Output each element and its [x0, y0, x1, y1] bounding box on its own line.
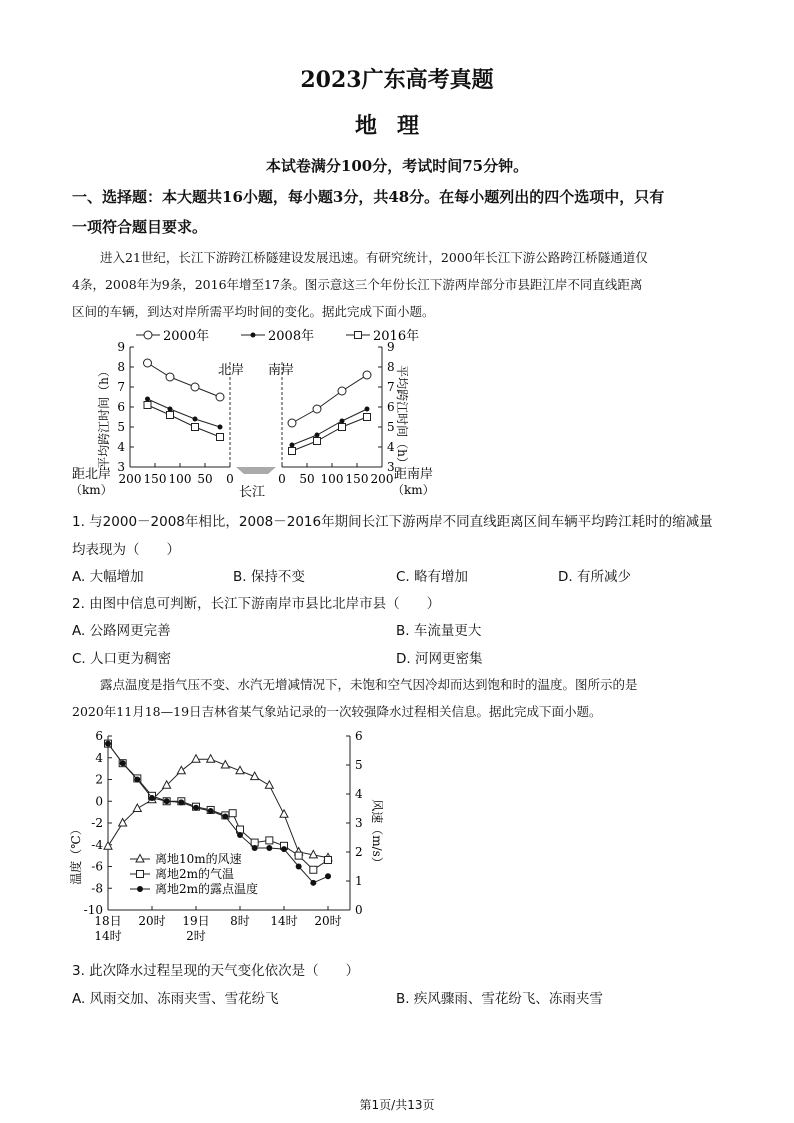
series-line-north-0 — [148, 363, 221, 397]
data-point-dot — [281, 846, 287, 852]
chart2-right-tick-label: 3 — [355, 816, 363, 830]
chart2-x-tick-label: 20时 — [314, 914, 342, 928]
chart-bridge-travel-time — [68, 322, 458, 502]
chart2-x-tick-label: 8时 — [230, 914, 250, 928]
page-title: 2023广东高考真题 — [300, 67, 494, 93]
data-point-dot — [149, 795, 155, 801]
chart1-left-tick-label: 5 — [117, 420, 125, 434]
data-point-dot — [120, 760, 126, 766]
river-shape — [236, 467, 276, 474]
chart2-left-tick-label: 2 — [95, 772, 103, 787]
chart1-right-tick-label: 9 — [387, 340, 395, 354]
chart1-left-tick-label: 6 — [117, 400, 125, 414]
data-point-dot — [134, 777, 140, 783]
data-point-dot — [310, 880, 316, 886]
data-point-square — [192, 424, 199, 431]
data-point-square — [289, 448, 296, 455]
chart1-north-x-tick-label: 0 — [226, 472, 234, 486]
chart1-marks — [144, 359, 372, 455]
q1-option-a[interactable]: A. 大幅增加 — [72, 569, 144, 585]
series-line-north-2 — [148, 405, 221, 437]
q1-option-b[interactable]: B. 保持不变 — [233, 569, 305, 585]
data-point-square — [325, 856, 332, 863]
passage1-line2: 4条，2008年为9条，2016年增至17条。图示意这三个年份长江下游两岸部分市县距江岸不同直线距离 — [72, 277, 643, 292]
data-point-square — [339, 424, 346, 431]
data-point-dot — [296, 864, 302, 870]
legend-label: 离地2m的气温 — [155, 867, 235, 881]
q2-option-b[interactable]: B. 车流量更大 — [396, 623, 482, 639]
chart1-right-tick-label: 7 — [387, 380, 395, 394]
chart2-left-tick-label: -10 — [83, 903, 103, 917]
chart2-x-tick-label: 14时 — [270, 914, 298, 928]
data-point-dot — [365, 407, 370, 412]
chart1-legend — [136, 328, 419, 344]
data-point-circle — [144, 359, 152, 367]
wind-axis-label: 风速（m/s） — [370, 799, 384, 869]
chart1-south-x-tick-label: 200 — [370, 472, 394, 486]
chart1-left-tick-label: 4 — [117, 440, 125, 454]
chart1-south-x-tick-label: 100 — [320, 472, 344, 486]
data-point-dot — [168, 407, 173, 412]
left-km-label: （km） — [70, 483, 113, 497]
chart1-right-tick-label: 3 — [387, 460, 395, 474]
chart1-left-tick-label: 3 — [117, 460, 125, 474]
data-point-square — [364, 414, 371, 421]
data-point-triangle — [265, 781, 273, 789]
left-y-axis-label: 平均跨江时间（h） — [97, 365, 111, 469]
data-point-triangle — [177, 766, 185, 774]
right-y-axis-label: 平均跨江时间（h） — [395, 365, 409, 469]
data-point-circle — [166, 373, 174, 381]
chart2-left-tick-label: -6 — [91, 859, 103, 874]
chart1-south-x-tick-label: 0 — [278, 472, 286, 486]
data-point-square — [310, 866, 317, 873]
data-point-dot — [193, 417, 198, 422]
data-point-circle — [288, 419, 296, 427]
legend-label: 2016年 — [373, 329, 420, 344]
right-distance-label: 距南岸 — [394, 467, 434, 482]
data-point-dot — [105, 741, 111, 747]
series-line-south-0 — [292, 375, 367, 423]
legend-label: 离地10m的风速 — [155, 852, 242, 866]
q2-option-d[interactable]: D. 河网更密集 — [396, 651, 483, 667]
chart2-x-tick-label: 20时 — [138, 914, 166, 928]
subject-title: 地理 — [354, 113, 439, 139]
chart2-right-tick-label: 0 — [355, 903, 363, 917]
data-point-circle — [191, 383, 199, 391]
q1-stem-line2: 均表现为（ ） — [72, 542, 180, 558]
data-point-dot — [178, 799, 184, 805]
chart1-south-x-tick-label: 50 — [299, 472, 315, 486]
chart1-left-tick-label: 8 — [117, 360, 125, 374]
q2-option-a[interactable]: A. 公路网更完善 — [72, 623, 171, 639]
data-point-triangle — [133, 804, 141, 812]
chart2-x-tick-label: 2时 — [186, 929, 206, 943]
data-point-dot — [325, 873, 331, 879]
chart2-left-tick-label: 6 — [95, 729, 103, 743]
chart2-legend — [130, 851, 258, 896]
passage1-line1: 进入21世纪，长江下游跨江桥隧建设发展迅速。有研究统计，2000年长江下游公路跨江桥隧通道仅 — [100, 250, 648, 265]
chart2-left-tick-label: -2 — [91, 816, 103, 830]
data-point-triangle — [192, 755, 200, 763]
legend-label: 2000年 — [163, 329, 210, 344]
q2-option-c[interactable]: C. 人口更为稠密 — [72, 651, 172, 667]
chart2-right-tick-label: 2 — [355, 845, 363, 859]
legend-label: 2008年 — [268, 329, 315, 344]
series-line-south-1 — [292, 409, 367, 445]
legend-marker-triangle — [136, 855, 144, 863]
data-point-dot — [266, 845, 272, 851]
legend-marker-dot — [251, 333, 256, 338]
chart2-left-tick-label: 0 — [95, 794, 103, 809]
data-point-dot — [218, 425, 223, 430]
chart2-x-tick-label: 19日 — [182, 914, 210, 928]
chart1-right-tick-label: 6 — [387, 400, 395, 414]
chart2-right-tick-label: 5 — [355, 758, 363, 772]
legend-marker-square — [355, 332, 362, 339]
temperature-axis-label: 温度（℃） — [69, 823, 83, 885]
series-line-north-1 — [148, 399, 221, 427]
legend-marker-dot — [137, 886, 143, 892]
q3-option-a[interactable]: A. 风雨交加、冻雨夹雪、雪花纷飞 — [72, 991, 279, 1007]
chart2-x-tick-label: 18日 — [94, 914, 122, 928]
passage1-line3: 区间的车辆，到达对岸所需平均时间的变化。据此完成下面小题。 — [72, 304, 435, 319]
chart1-right-tick-label: 4 — [387, 440, 395, 454]
passage2-line2: 2020年11月18—19日吉林省某气象站记录的一次较强降水过程相关信息。据此完成下面小题。 — [72, 704, 602, 719]
legend-marker-square — [137, 871, 144, 878]
chart2-right-tick-label: 4 — [355, 787, 363, 801]
series-line-triangle — [108, 759, 328, 858]
chart-weather-station — [68, 724, 398, 952]
section-heading-line2: 一项符合题目要求。 — [72, 218, 208, 236]
chart1-right-tick-label: 5 — [387, 420, 395, 434]
chart1-north-x-tick-label: 200 — [118, 472, 142, 486]
chart1-left-tick-label: 7 — [117, 380, 125, 394]
data-point-square — [229, 810, 236, 817]
chart2-x-tick-label: 14时 — [94, 929, 122, 943]
data-point-square — [266, 837, 273, 844]
data-point-circle — [363, 371, 371, 379]
legend-marker-circle — [144, 331, 152, 339]
data-point-circle — [338, 387, 346, 395]
data-point-circle — [216, 393, 224, 401]
q1-option-c[interactable]: C. 略有增加 — [396, 569, 469, 585]
data-point-circle — [313, 405, 321, 413]
chart1-left-tick-label: 9 — [117, 340, 125, 354]
exam-info: 本试卷满分100分，考试时间75分钟。 — [265, 157, 529, 175]
chart2-left-tick-label: -8 — [91, 881, 103, 896]
right-km-label: （km） — [392, 483, 435, 497]
passage2-line1: 露点温度是指气压不变、水汽无增减情况下，未饱和空气因冷却而达到饱和时的温度。图所示的是 — [100, 677, 638, 692]
chart1-north-x-tick-label: 100 — [168, 472, 192, 486]
data-point-square — [217, 434, 224, 441]
left-distance-label: 距北岸 — [72, 467, 112, 482]
q1-stem-line1: 1. 与2000－2008年相比，2008－2016年期间长江下游两岸不同直线距离区间车辆平均跨江耗时的缩减量 — [72, 514, 713, 530]
chart1-axes — [117, 340, 395, 486]
data-point-dot — [252, 845, 258, 851]
data-point-dot — [208, 808, 214, 814]
data-point-triangle — [104, 842, 112, 850]
data-point-dot — [290, 443, 295, 448]
data-point-dot — [164, 798, 170, 804]
data-point-dot — [237, 832, 243, 838]
data-point-triangle — [207, 755, 215, 763]
chart1-right-tick-label: 8 — [387, 360, 395, 374]
data-point-triangle — [280, 810, 288, 818]
data-point-dot — [145, 397, 150, 402]
chart1-north-x-tick-label: 150 — [143, 472, 167, 486]
chart1-north-x-tick-label: 50 — [197, 472, 213, 486]
q3-stem: 3. 此次降水过程呈现的天气变化依次是（ ） — [72, 963, 360, 979]
river-label: 长江 — [239, 485, 266, 500]
data-point-dot — [315, 433, 320, 438]
section-heading-line1: 一、选择题：本大题共16小题，每小题3分，共48分。在每小题列出的四个选项中，只有 — [72, 188, 665, 206]
series-line-south-2 — [292, 417, 367, 451]
data-point-square — [314, 438, 321, 445]
south-bank-label: 南岸 — [268, 363, 295, 378]
chart2-right-tick-label: 1 — [355, 874, 363, 888]
legend-label: 离地2m的露点温度 — [155, 882, 259, 896]
data-point-square — [144, 402, 151, 409]
q3-option-b[interactable]: B. 疾风骤雨、雪花纷飞、冻雨夹雪 — [396, 991, 603, 1007]
chart2-right-tick-label: 6 — [355, 729, 363, 743]
data-point-dot — [222, 813, 228, 819]
chart2-left-tick-label: -4 — [91, 837, 103, 852]
data-point-square — [295, 852, 302, 859]
chart2-left-tick-label: 4 — [95, 750, 103, 765]
chart1-south-x-tick-label: 150 — [345, 472, 369, 486]
q1-option-d[interactable]: D. 有所减少 — [558, 569, 631, 585]
data-point-square — [167, 412, 174, 419]
data-point-dot — [340, 419, 345, 424]
north-bank-label: 北岸 — [218, 363, 245, 378]
q2-stem: 2. 由图中信息可判断，长江下游南岸市县比北岸市县（ ） — [72, 596, 441, 612]
data-point-dot — [193, 805, 199, 811]
page-footer: 第1页/共13页 — [359, 1098, 435, 1112]
